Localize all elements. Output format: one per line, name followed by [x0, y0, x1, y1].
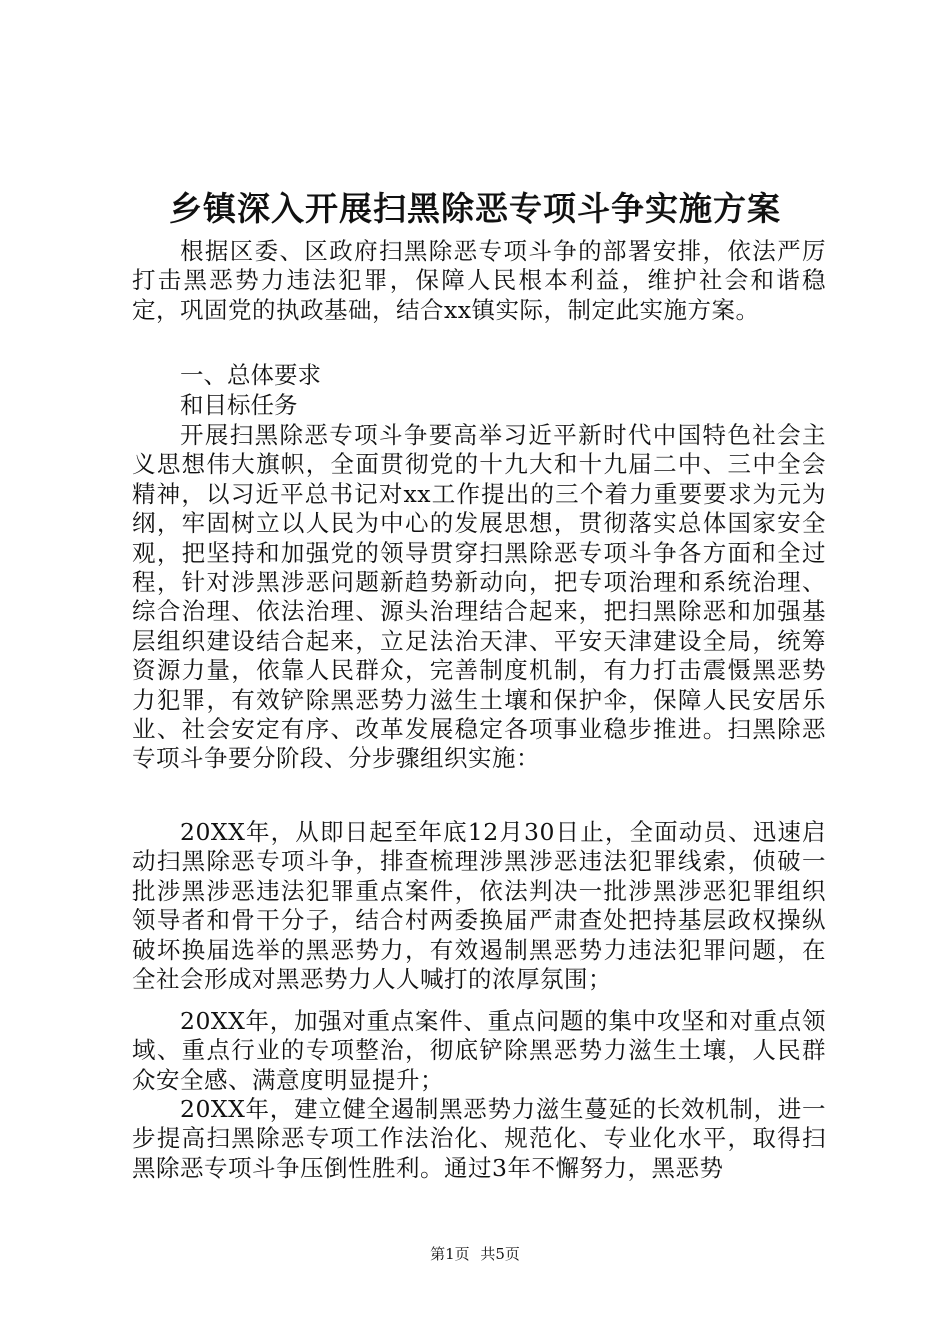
document-title: 乡镇深入开展扫黑除恶专项斗争实施方案: [169, 189, 781, 228]
section-heading-line-1: 一、总体要求: [180, 361, 321, 389]
page-number-total: 共5页: [480, 1245, 520, 1263]
page-footer: [0, 1244, 950, 1264]
overall-requirements-paragraph: 开展扫黑除恶专项斗争要高举习近平新时代中国特色社会主义思想伟大旗帜，全面贯彻党的十九大和十九届二中、三中全会精神，以习近平总书记对xx工作提出的三个着力重要要求为元为纲，牢固树立以人民为中心的发展思想，贯彻落实总体国家安全观，把坚持和加强党的领导贯穿扫黑除恶专项斗争各方面和全过程，针对涉黑涉恶问题新趋势新动向，把专项治理和系统治理、综合治理、依法治理、源头治理结合起来，把扫黑除恶和加强基层组织建设结合起来，立足法治天津、平安天津建设全局，统筹资源力量，依靠人民群众，完善制度机制，有力打击震慑黑恶势力犯罪，有效铲除黑恶势力滋生土壤和保护伞，保障人民安居乐业、社会安定有序、改革发展稳定各项事业稳步推进。扫黑除恶专项斗争要分阶段、分步骤组织实施：: [132, 421, 826, 773]
stage-two-paragraph: 20XX年，加强对重点案件、重点问题的集中攻坚和对重点领域、重点行业的专项整治，彻底铲除黑恶势力滋生土壤，人民群众安全感、满意度明显提升；: [132, 1007, 826, 1094]
stage-one-paragraph: 20XX年，从即日起至年底12月30日止，全面动员、迅速启动扫黑除恶专项斗争，排查梳理涉黑涉恶违法犯罪线索，侦破一批涉黑涉恶违法犯罪重点案件，依法判决一批涉黑涉恶犯罪组织领导者和骨干分子，结合村两委换届严肃查处把持基层政权操纵破坏换届选举的黑恶势力，有效遏制黑恶势力违法犯罪问题，在全社会形成对黑恶势力人人喊打的浓厚氛围；: [132, 818, 826, 994]
section-heading-line-2: 和目标任务: [180, 391, 298, 419]
page-number-current: 第1页: [430, 1245, 470, 1263]
intro-paragraph: 根据区委、区政府扫黑除恶专项斗争的部署安排，依法严厉打击黑恶势力违法犯罪，保障人民根本利益，维护社会和谐稳定，巩固党的执政基础，结合xx镇实际，制定此实施方案。: [132, 237, 826, 324]
stage-three-paragraph: 20XX年，建立健全遏制黑恶势力滋生蔓延的长效机制，进一步提高扫黑除恶专项工作法治化、规范化、专业化水平，取得扫黑除恶专项斗争压倒性胜利。通过3年不懈努力，黑恶势: [132, 1095, 826, 1182]
